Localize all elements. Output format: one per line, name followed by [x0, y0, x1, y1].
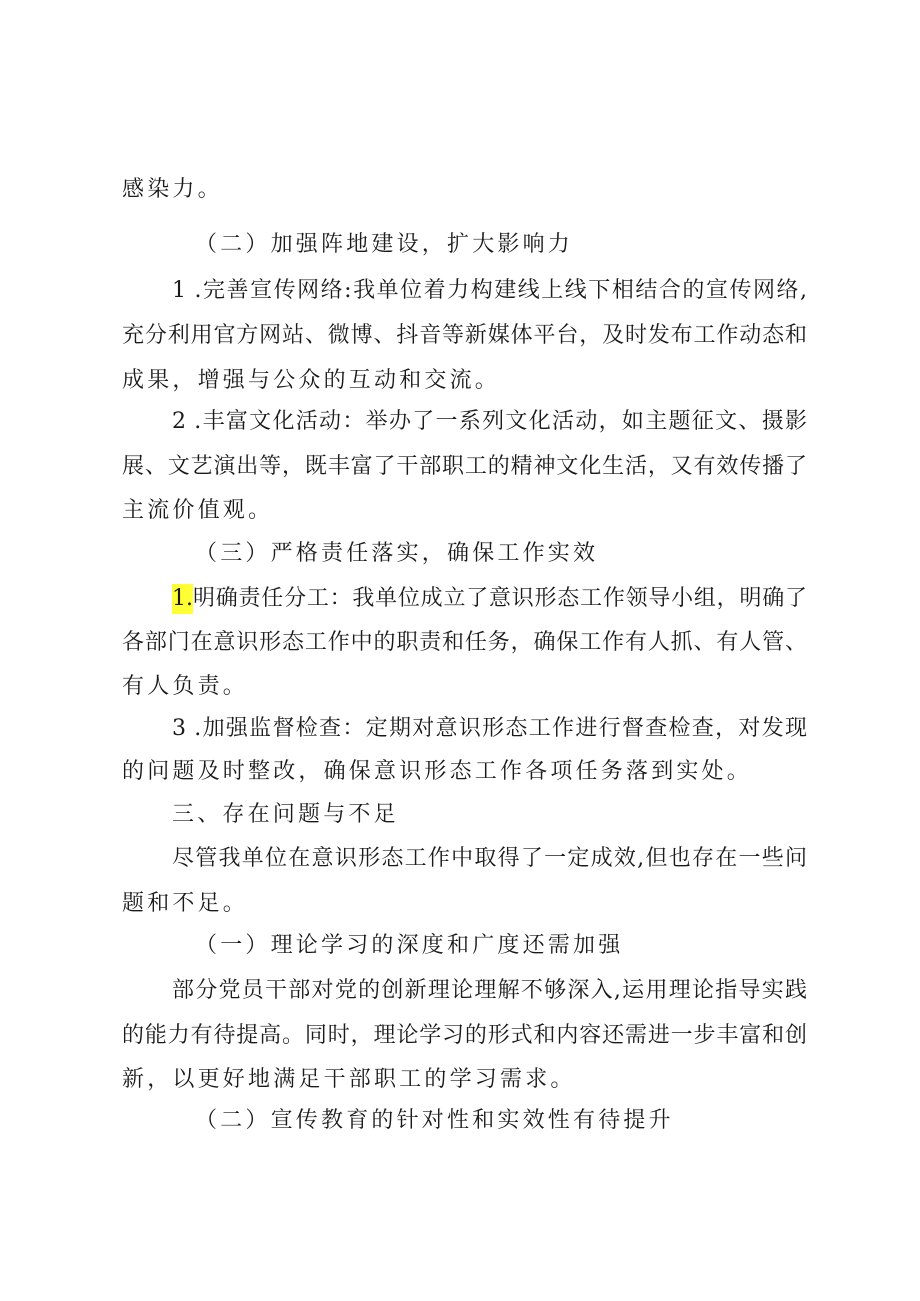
paragraph-line: 3 .加强监督检查：定期对意识形态工作进行督查检查，对发现: [172, 716, 807, 741]
paragraph-line: 新，以更好地满足干部职工的学习需求。: [122, 1067, 576, 1092]
section-heading: （三）严格责任落实，确保工作实效: [195, 541, 599, 566]
paragraph-line: 各部门在意识形态工作中的职责和任务，确保工作有人抓、有人管、: [122, 630, 807, 655]
paragraph-line: [172, 584, 807, 614]
paragraph-line: 部分党员干部对党的创新理论理解不够深入,运用理论指导实践: [172, 978, 807, 1003]
paragraph-line: 感染力。: [122, 177, 223, 202]
section-heading: 三、存在问题与不足: [172, 802, 399, 827]
paragraph-text: 明确责任分工：我单位成立了意识形态工作领导小组，明确了: [193, 586, 807, 611]
paragraph-line: 展、文艺演出等，既丰富了干部职工的精神文化生活，又有效传播了: [122, 454, 807, 479]
paragraph-line: 有人负责。: [122, 674, 249, 699]
paragraph-line: 的能力有待提高。同时，理论学习的形式和内容还需进一步丰富和创: [122, 1023, 807, 1048]
paragraph-line: 的问题及时整改，确保意识形态工作各项任务落到实处。: [122, 759, 753, 784]
paragraph-line: 充分利用官方网站、微博、抖音等新媒体平台，及时发布工作动态和: [122, 323, 807, 348]
paragraph-line: 2 .丰富文化活动：举办了一系列文化活动，如主题征文、摄影: [172, 409, 807, 434]
paragraph-line: 主流价值观。: [122, 498, 274, 523]
section-heading: （二）加强阵地建设，扩大影响力: [195, 232, 574, 257]
section-heading: （二）宣传教育的针对性和实效性有待提升: [195, 1108, 674, 1133]
paragraph-line: 题和不足。: [122, 891, 249, 916]
paragraph-line: 尽管我单位在意识形态工作中取得了一定成效,但也存在一些问: [172, 846, 807, 871]
highlighted-number: 1.: [172, 584, 193, 614]
paragraph-line: 1 .完善宣传网络:我单位着力构建线上线下相结合的宣传网络,: [172, 278, 807, 303]
section-heading: （一）理论学习的深度和广度还需加强: [195, 933, 624, 958]
paragraph-line: 成果，增强与公众的互动和交流。: [122, 368, 501, 393]
